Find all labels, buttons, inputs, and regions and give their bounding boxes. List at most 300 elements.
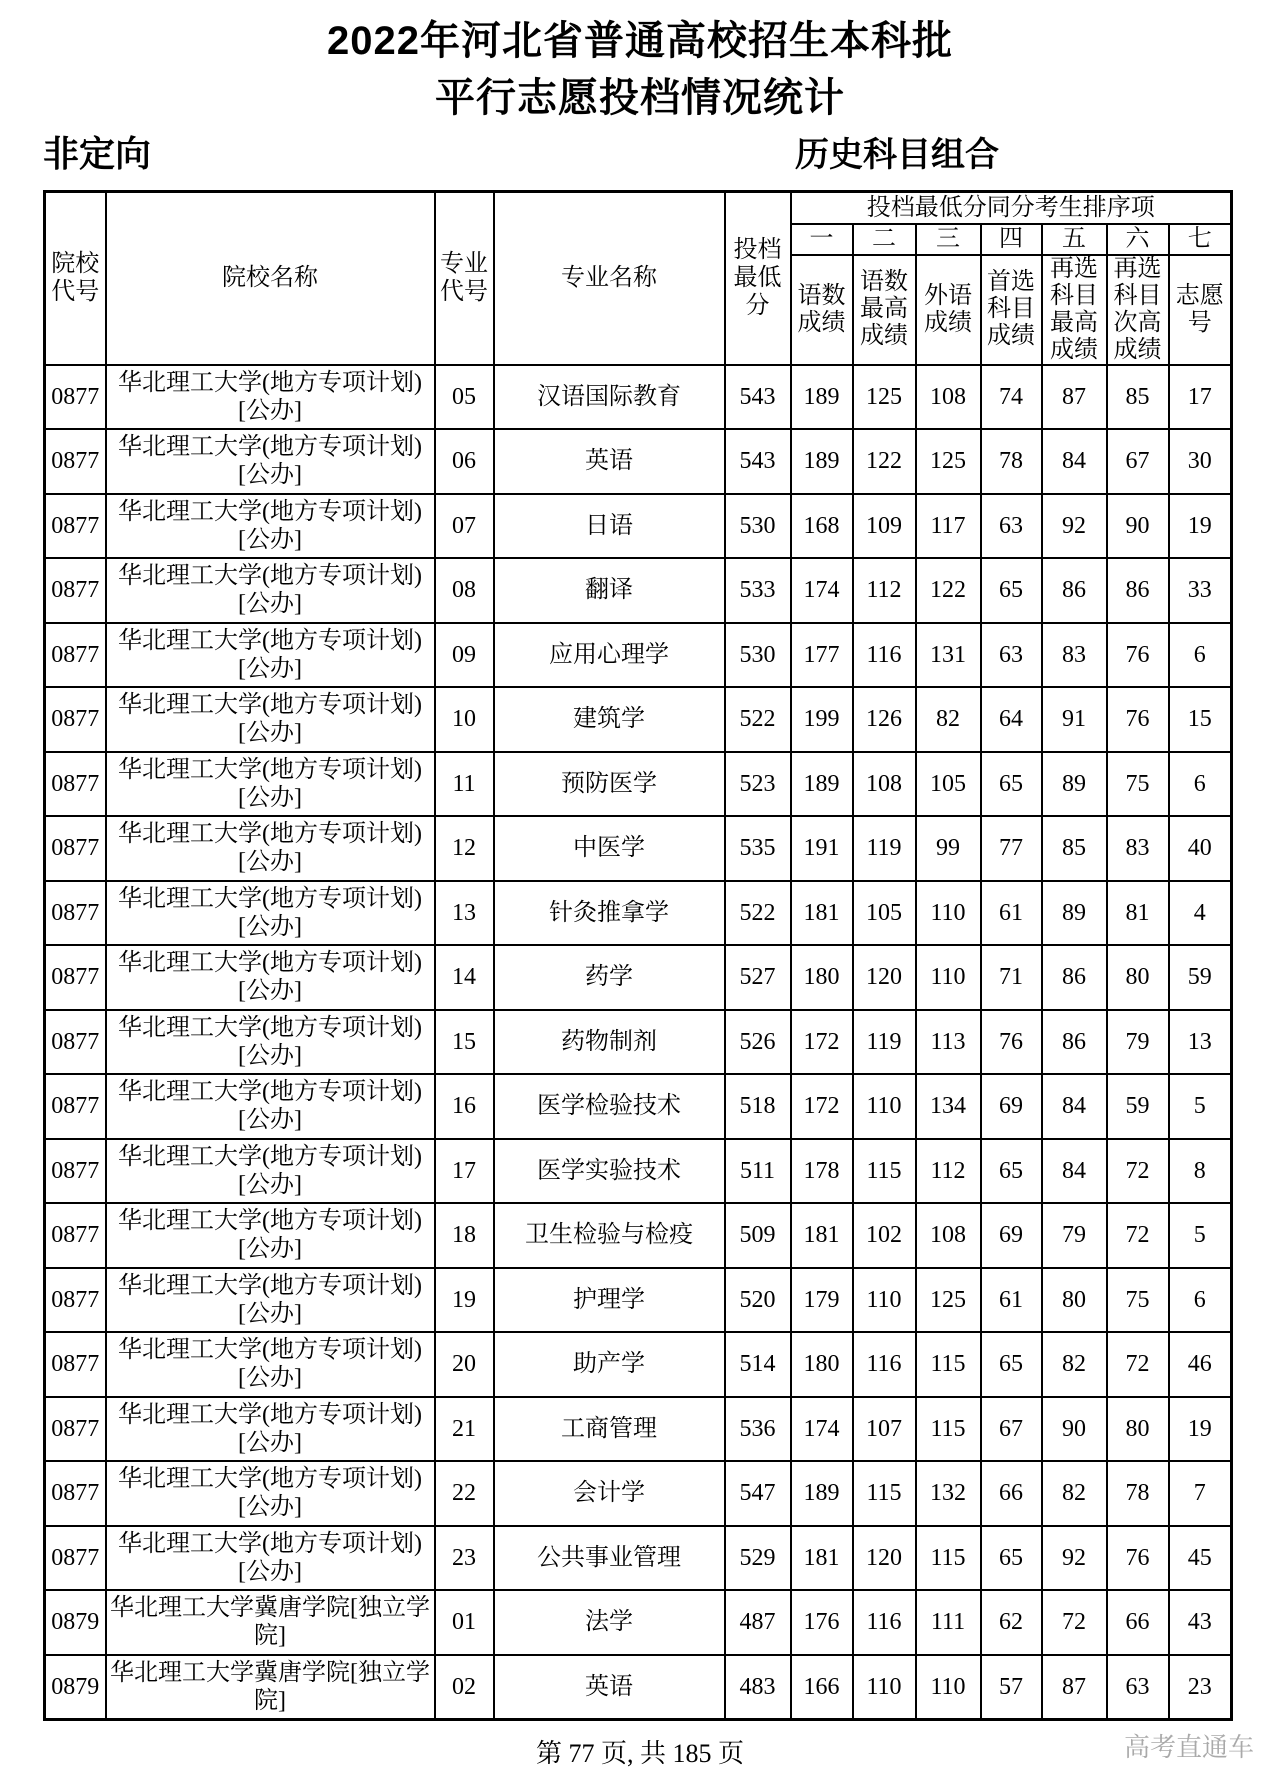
tiebreak-score-cell-3: 132 [916, 1461, 981, 1526]
major-code-cell: 07 [435, 494, 494, 559]
tiebreak-score-cell-1: 179 [791, 1268, 853, 1333]
college-name-cell: 华北理工大学(地方专项计划)[公办] [106, 1397, 435, 1462]
tiebreak-score-cell-3: 115 [916, 1397, 981, 1462]
tiebreak-number-header-5: 五 [1042, 224, 1107, 255]
tiebreak-score-cell-2: 110 [853, 1268, 916, 1333]
tiebreak-score-cell-7: 7 [1169, 1461, 1232, 1526]
tiebreak-label-header-6: 再选科目次高成绩 [1107, 255, 1169, 365]
page-title [0, 13, 1280, 127]
tiebreak-score-cell-2: 122 [853, 429, 916, 494]
college-name-header: 院校名称 [106, 192, 435, 365]
tiebreak-score-cell-4: 65 [981, 1332, 1042, 1397]
tiebreak-score-cell-6: 76 [1107, 1526, 1169, 1591]
major-name-cell: 应用心理学 [494, 623, 725, 688]
tiebreak-score-cell-1: 178 [791, 1139, 853, 1204]
college-code-cell: 0877 [45, 494, 106, 559]
tiebreak-score-cell-4: 61 [981, 1268, 1042, 1333]
tiebreak-score-cell-3: 111 [916, 1590, 981, 1655]
tiebreak-score-cell-4: 69 [981, 1074, 1042, 1139]
tiebreak-score-cell-2: 115 [853, 1139, 916, 1204]
tiebreak-score-cell-7: 33 [1169, 558, 1232, 623]
tiebreak-score-cell-1: 189 [791, 429, 853, 494]
college-code-cell: 0877 [45, 1074, 106, 1139]
tiebreak-score-cell-5: 87 [1042, 365, 1107, 430]
tiebreak-score-cell-1: 189 [791, 365, 853, 430]
tiebreak-score-cell-4: 67 [981, 1397, 1042, 1462]
tiebreak-score-cell-3: 99 [916, 816, 981, 881]
tiebreak-score-cell-2: 102 [853, 1203, 916, 1268]
college-name-cell: 华北理工大学(地方专项计划)[公办] [106, 687, 435, 752]
tiebreak-score-cell-5: 87 [1042, 1655, 1107, 1720]
tiebreak-number-header-1: 一 [791, 224, 853, 255]
college-code-cell: 0877 [45, 1139, 106, 1204]
major-name-cell: 护理学 [494, 1268, 725, 1333]
tiebreak-score-cell-1: 189 [791, 1461, 853, 1526]
min-score-cell: 523 [725, 752, 791, 817]
major-name-cell: 药学 [494, 945, 725, 1010]
table-row [45, 752, 1232, 817]
admission-table [43, 190, 1233, 1721]
tiebreak-score-cell-4: 76 [981, 1010, 1042, 1075]
table-row [45, 1074, 1232, 1139]
college-name-cell: 华北理工大学(地方专项计划)[公办] [106, 816, 435, 881]
tiebreak-score-cell-6: 76 [1107, 623, 1169, 688]
major-name-cell: 会计学 [494, 1461, 725, 1526]
tiebreak-score-cell-7: 19 [1169, 1397, 1232, 1462]
watermark: 高考直通车 [1123, 1732, 1254, 1762]
tiebreak-score-cell-4: 65 [981, 1139, 1042, 1204]
min-score-cell: 522 [725, 881, 791, 946]
table-row [45, 1203, 1232, 1268]
tiebreak-score-cell-1: 181 [791, 1526, 853, 1591]
college-name-cell: 华北理工大学(地方专项计划)[公办] [106, 1332, 435, 1397]
college-code-cell: 0877 [45, 1203, 106, 1268]
major-name-cell: 英语 [494, 429, 725, 494]
tiebreak-score-cell-2: 107 [853, 1397, 916, 1462]
tiebreak-score-cell-6: 75 [1107, 1268, 1169, 1333]
college-code-cell: 0879 [45, 1590, 106, 1655]
major-name-cell: 汉语国际教育 [494, 365, 725, 430]
major-code-cell: 21 [435, 1397, 494, 1462]
tiebreak-score-cell-2: 108 [853, 752, 916, 817]
tiebreak-score-cell-3: 122 [916, 558, 981, 623]
tiebreak-score-cell-2: 120 [853, 945, 916, 1010]
major-code-cell: 02 [435, 1655, 494, 1720]
major-name-cell: 针灸推拿学 [494, 881, 725, 946]
college-name-cell: 华北理工大学(地方专项计划)[公办] [106, 1139, 435, 1204]
tiebreak-score-cell-3: 110 [916, 881, 981, 946]
min-score-cell: 514 [725, 1332, 791, 1397]
tiebreak-score-cell-5: 82 [1042, 1332, 1107, 1397]
table-row [45, 1010, 1232, 1075]
min-score-cell: 535 [725, 816, 791, 881]
table-row [45, 365, 1232, 430]
major-code-cell: 20 [435, 1332, 494, 1397]
major-code-cell: 08 [435, 558, 494, 623]
tiebreak-score-cell-1: 172 [791, 1074, 853, 1139]
tiebreak-score-cell-4: 63 [981, 494, 1042, 559]
min-score-header: 投档最低分 [725, 192, 791, 365]
tiebreak-score-cell-2: 119 [853, 816, 916, 881]
college-code-cell: 0877 [45, 816, 106, 881]
tiebreak-score-cell-4: 65 [981, 1526, 1042, 1591]
tiebreak-number-header-4: 四 [981, 224, 1042, 255]
tiebreak-score-cell-7: 4 [1169, 881, 1232, 946]
tiebreak-score-cell-2: 105 [853, 881, 916, 946]
table-row [45, 881, 1232, 946]
table-row [45, 816, 1232, 881]
major-name-cell: 中医学 [494, 816, 725, 881]
tiebreak-score-cell-5: 89 [1042, 752, 1107, 817]
tiebreak-number-header-7: 七 [1169, 224, 1232, 255]
tiebreak-score-cell-2: 110 [853, 1074, 916, 1139]
min-score-cell: 483 [725, 1655, 791, 1720]
major-code-cell: 16 [435, 1074, 494, 1139]
table-row [45, 1139, 1232, 1204]
table-row [45, 945, 1232, 1010]
tiebreak-score-cell-5: 84 [1042, 429, 1107, 494]
college-name-cell: 华北理工大学(地方专项计划)[公办] [106, 752, 435, 817]
tiebreak-score-cell-2: 120 [853, 1526, 916, 1591]
tiebreak-score-cell-6: 75 [1107, 752, 1169, 817]
tiebreak-score-cell-3: 108 [916, 1203, 981, 1268]
tiebreak-score-cell-2: 110 [853, 1655, 916, 1720]
tiebreak-score-cell-5: 83 [1042, 623, 1107, 688]
tiebreak-score-cell-5: 79 [1042, 1203, 1107, 1268]
tiebreak-score-cell-7: 23 [1169, 1655, 1232, 1720]
table-row [45, 494, 1232, 559]
major-name-cell: 医学实验技术 [494, 1139, 725, 1204]
table-row [45, 429, 1232, 494]
tiebreak-score-cell-7: 6 [1169, 1268, 1232, 1333]
tiebreak-score-cell-6: 76 [1107, 687, 1169, 752]
college-name-cell: 华北理工大学(地方专项计划)[公办] [106, 1461, 435, 1526]
tiebreak-score-cell-6: 72 [1107, 1139, 1169, 1204]
tiebreak-score-cell-5: 84 [1042, 1074, 1107, 1139]
college-name-cell: 华北理工大学冀唐学院[独立学院] [106, 1590, 435, 1655]
college-code-cell: 0877 [45, 687, 106, 752]
college-code-cell: 0877 [45, 1526, 106, 1591]
tiebreak-score-cell-7: 17 [1169, 365, 1232, 430]
major-name-cell: 预防医学 [494, 752, 725, 817]
tiebreak-score-cell-4: 62 [981, 1590, 1042, 1655]
tiebreak-score-cell-2: 125 [853, 365, 916, 430]
college-code-cell: 0877 [45, 1332, 106, 1397]
tiebreak-score-cell-4: 65 [981, 752, 1042, 817]
tiebreak-number-header-2: 二 [853, 224, 916, 255]
tiebreak-score-cell-5: 92 [1042, 494, 1107, 559]
tiebreak-score-cell-4: 57 [981, 1655, 1042, 1720]
tiebreak-score-cell-3: 105 [916, 752, 981, 817]
college-name-cell: 华北理工大学(地方专项计划)[公办] [106, 1268, 435, 1333]
college-name-cell: 华北理工大学(地方专项计划)[公办] [106, 1203, 435, 1268]
tiebreak-score-cell-5: 92 [1042, 1526, 1107, 1591]
college-code-cell: 0877 [45, 1397, 106, 1462]
tiebreak-score-cell-3: 112 [916, 1139, 981, 1204]
tiebreak-score-cell-3: 115 [916, 1526, 981, 1591]
tiebreak-score-cell-1: 177 [791, 623, 853, 688]
table-row [45, 687, 1232, 752]
tiebreak-score-cell-3: 125 [916, 1268, 981, 1333]
major-name-cell: 工商管理 [494, 1397, 725, 1462]
major-name-cell: 助产学 [494, 1332, 725, 1397]
tiebreak-score-cell-5: 80 [1042, 1268, 1107, 1333]
min-score-cell: 520 [725, 1268, 791, 1333]
tiebreak-score-cell-1: 181 [791, 1203, 853, 1268]
min-score-cell: 533 [725, 558, 791, 623]
tiebreak-score-cell-7: 40 [1169, 816, 1232, 881]
major-code-cell: 22 [435, 1461, 494, 1526]
college-name-cell: 华北理工大学(地方专项计划)[公办] [106, 881, 435, 946]
table-row [45, 1461, 1232, 1526]
major-code-cell: 13 [435, 881, 494, 946]
major-code-cell: 17 [435, 1139, 494, 1204]
college-code-cell: 0877 [45, 752, 106, 817]
tiebreak-score-cell-3: 131 [916, 623, 981, 688]
tiebreak-score-cell-4: 74 [981, 365, 1042, 430]
tiebreak-score-cell-1: 174 [791, 1397, 853, 1462]
tiebreak-score-cell-3: 134 [916, 1074, 981, 1139]
tiebreak-score-cell-5: 72 [1042, 1590, 1107, 1655]
tiebreak-score-cell-4: 66 [981, 1461, 1042, 1526]
college-code-cell: 0877 [45, 558, 106, 623]
tiebreak-score-cell-2: 116 [853, 623, 916, 688]
major-code-cell: 14 [435, 945, 494, 1010]
tiebreak-score-cell-2: 116 [853, 1332, 916, 1397]
tiebreak-score-cell-7: 43 [1169, 1590, 1232, 1655]
college-code-cell: 0877 [45, 881, 106, 946]
tiebreak-score-cell-7: 15 [1169, 687, 1232, 752]
tiebreak-score-cell-7: 13 [1169, 1010, 1232, 1075]
major-name-cell: 卫生检验与检疫 [494, 1203, 725, 1268]
min-score-cell: 529 [725, 1526, 791, 1591]
college-name-cell: 华北理工大学(地方专项计划)[公办] [106, 1074, 435, 1139]
major-code-cell: 19 [435, 1268, 494, 1333]
tiebreak-score-cell-4: 64 [981, 687, 1042, 752]
tiebreak-score-cell-6: 63 [1107, 1655, 1169, 1720]
tiebreak-score-cell-7: 6 [1169, 752, 1232, 817]
college-name-cell: 华北理工大学(地方专项计划)[公办] [106, 623, 435, 688]
min-score-cell: 487 [725, 1590, 791, 1655]
tiebreak-score-cell-7: 5 [1169, 1203, 1232, 1268]
tiebreak-score-cell-6: 67 [1107, 429, 1169, 494]
tiebreak-label-header-3: 外语成绩 [916, 255, 981, 365]
table-row [45, 1526, 1232, 1591]
tiebreak-score-cell-3: 115 [916, 1332, 981, 1397]
tiebreak-score-cell-1: 191 [791, 816, 853, 881]
table-row [45, 1655, 1232, 1720]
tiebreak-score-cell-2: 119 [853, 1010, 916, 1075]
major-name-cell: 英语 [494, 1655, 725, 1720]
college-code-cell: 0877 [45, 1010, 106, 1075]
college-name-cell: 华北理工大学(地方专项计划)[公办] [106, 494, 435, 559]
tiebreak-score-cell-7: 8 [1169, 1139, 1232, 1204]
tiebreak-score-cell-6: 81 [1107, 881, 1169, 946]
tiebreak-score-cell-5: 86 [1042, 558, 1107, 623]
college-code-cell: 0877 [45, 365, 106, 430]
tiebreak-score-cell-7: 45 [1169, 1526, 1232, 1591]
tiebreak-score-cell-5: 84 [1042, 1139, 1107, 1204]
tiebreak-score-cell-2: 126 [853, 687, 916, 752]
tiebreak-score-cell-3: 117 [916, 494, 981, 559]
tiebreak-score-cell-1: 199 [791, 687, 853, 752]
tiebreak-score-cell-7: 30 [1169, 429, 1232, 494]
major-name-cell: 翻译 [494, 558, 725, 623]
tiebreak-score-cell-5: 89 [1042, 881, 1107, 946]
title-line-2: 平行志愿投档情况统计 [435, 76, 845, 120]
tiebreak-score-cell-6: 72 [1107, 1203, 1169, 1268]
tiebreak-score-cell-6: 80 [1107, 945, 1169, 1010]
major-name-cell: 药物制剂 [494, 1010, 725, 1075]
title-line-1: 2022年河北省普通高校招生本科批 [327, 19, 953, 63]
tiebreak-score-cell-5: 85 [1042, 816, 1107, 881]
tiebreak-number-header-3: 三 [916, 224, 981, 255]
tiebreak-score-cell-6: 90 [1107, 494, 1169, 559]
table-row [45, 1268, 1232, 1333]
major-name-cell: 公共事业管理 [494, 1526, 725, 1591]
tiebreak-score-cell-2: 115 [853, 1461, 916, 1526]
min-score-cell: 530 [725, 494, 791, 559]
tiebreak-score-cell-6: 86 [1107, 558, 1169, 623]
college-name-cell: 华北理工大学(地方专项计划)[公办] [106, 429, 435, 494]
tiebreak-score-cell-3: 125 [916, 429, 981, 494]
min-score-cell: 522 [725, 687, 791, 752]
major-name-cell: 医学检验技术 [494, 1074, 725, 1139]
tiebreak-score-cell-4: 78 [981, 429, 1042, 494]
tiebreak-number-header-6: 六 [1107, 224, 1169, 255]
tiebreak-label-header-4: 首选科目成绩 [981, 255, 1042, 365]
tiebreak-score-cell-5: 91 [1042, 687, 1107, 752]
college-code-header: 院校代号 [45, 192, 106, 365]
tiebreak-score-cell-1: 181 [791, 881, 853, 946]
tiebreak-score-cell-3: 113 [916, 1010, 981, 1075]
tiebreak-score-cell-6: 83 [1107, 816, 1169, 881]
min-score-cell: 547 [725, 1461, 791, 1526]
major-code-cell: 05 [435, 365, 494, 430]
subject-combo-label: 历史科目组合 [795, 136, 999, 174]
table-row [45, 1397, 1232, 1462]
tiebreak-score-cell-7: 59 [1169, 945, 1232, 1010]
college-name-cell: 华北理工大学(地方专项计划)[公办] [106, 365, 435, 430]
college-code-cell: 0877 [45, 1268, 106, 1333]
tiebreak-score-cell-6: 78 [1107, 1461, 1169, 1526]
min-score-cell: 518 [725, 1074, 791, 1139]
major-name-cell: 法学 [494, 1590, 725, 1655]
major-name-cell: 建筑学 [494, 687, 725, 752]
tiebreak-score-cell-7: 5 [1169, 1074, 1232, 1139]
tiebreak-score-cell-4: 63 [981, 623, 1042, 688]
tiebreak-score-cell-4: 77 [981, 816, 1042, 881]
tiebreak-score-cell-5: 82 [1042, 1461, 1107, 1526]
tiebreak-score-cell-4: 69 [981, 1203, 1042, 1268]
college-code-cell: 0879 [45, 1655, 106, 1720]
college-name-cell: 华北理工大学(地方专项计划)[公办] [106, 945, 435, 1010]
min-score-cell: 509 [725, 1203, 791, 1268]
tiebreak-score-cell-5: 86 [1042, 945, 1107, 1010]
major-code-cell: 18 [435, 1203, 494, 1268]
major-code-header: 专业代号 [435, 192, 494, 365]
plan-type-label: 非定向 [43, 133, 152, 174]
tiebreak-score-cell-1: 189 [791, 752, 853, 817]
college-name-cell: 华北理工大学(地方专项计划)[公办] [106, 1010, 435, 1075]
major-code-cell: 06 [435, 429, 494, 494]
min-score-cell: 530 [725, 623, 791, 688]
tiebreak-score-cell-3: 110 [916, 945, 981, 1010]
major-code-cell: 15 [435, 1010, 494, 1075]
tiebreak-score-cell-4: 61 [981, 881, 1042, 946]
min-score-cell: 526 [725, 1010, 791, 1075]
tiebreak-label-header-5: 再选科目最高成绩 [1042, 255, 1107, 365]
tiebreak-score-cell-2: 112 [853, 558, 916, 623]
tiebreak-score-cell-3: 82 [916, 687, 981, 752]
major-code-cell: 09 [435, 623, 494, 688]
tiebreak-score-cell-6: 59 [1107, 1074, 1169, 1139]
tiebreak-label-header-1: 语数成绩 [791, 255, 853, 365]
tiebreak-score-cell-6: 66 [1107, 1590, 1169, 1655]
major-code-cell: 23 [435, 1526, 494, 1591]
min-score-cell: 543 [725, 429, 791, 494]
college-name-cell: 华北理工大学(地方专项计划)[公办] [106, 1526, 435, 1591]
page-number: 第 77 页, 共 185 页 [535, 1739, 744, 1768]
tiebreak-score-cell-1: 176 [791, 1590, 853, 1655]
college-name-cell: 华北理工大学(地方专项计划)[公办] [106, 558, 435, 623]
tiebreak-label-header-7: 志愿号 [1169, 255, 1232, 365]
tiebreak-score-cell-4: 71 [981, 945, 1042, 1010]
major-code-cell: 12 [435, 816, 494, 881]
tiebreak-score-cell-4: 65 [981, 558, 1042, 623]
table-row [45, 1590, 1232, 1655]
tiebreak-group-header: 投档最低分同分考生排序项 [791, 192, 1232, 224]
major-code-cell: 11 [435, 752, 494, 817]
tiebreak-score-cell-2: 109 [853, 494, 916, 559]
tiebreak-score-cell-1: 168 [791, 494, 853, 559]
college-name-cell: 华北理工大学冀唐学院[独立学院] [106, 1655, 435, 1720]
tiebreak-score-cell-3: 108 [916, 365, 981, 430]
tiebreak-score-cell-5: 90 [1042, 1397, 1107, 1462]
major-code-cell: 10 [435, 687, 494, 752]
college-code-cell: 0877 [45, 945, 106, 1010]
college-code-cell: 0877 [45, 429, 106, 494]
table-row [45, 623, 1232, 688]
min-score-cell: 527 [725, 945, 791, 1010]
table-row [45, 1332, 1232, 1397]
tiebreak-score-cell-7: 6 [1169, 623, 1232, 688]
tiebreak-score-cell-6: 85 [1107, 365, 1169, 430]
major-name-header: 专业名称 [494, 192, 725, 365]
tiebreak-score-cell-3: 110 [916, 1655, 981, 1720]
college-code-cell: 0877 [45, 1461, 106, 1526]
major-code-cell: 01 [435, 1590, 494, 1655]
min-score-cell: 543 [725, 365, 791, 430]
min-score-cell: 536 [725, 1397, 791, 1462]
college-code-cell: 0877 [45, 623, 106, 688]
tiebreak-score-cell-1: 174 [791, 558, 853, 623]
tiebreak-score-cell-1: 172 [791, 1010, 853, 1075]
tiebreak-score-cell-7: 19 [1169, 494, 1232, 559]
tiebreak-score-cell-1: 180 [791, 945, 853, 1010]
tiebreak-score-cell-6: 72 [1107, 1332, 1169, 1397]
tiebreak-score-cell-6: 79 [1107, 1010, 1169, 1075]
tiebreak-score-cell-1: 166 [791, 1655, 853, 1720]
tiebreak-label-header-2: 语数最高成绩 [853, 255, 916, 365]
min-score-cell: 511 [725, 1139, 791, 1204]
tiebreak-score-cell-5: 86 [1042, 1010, 1107, 1075]
major-name-cell: 日语 [494, 494, 725, 559]
table-row [45, 558, 1232, 623]
tiebreak-score-cell-7: 46 [1169, 1332, 1232, 1397]
tiebreak-score-cell-6: 80 [1107, 1397, 1169, 1462]
tiebreak-score-cell-1: 180 [791, 1332, 853, 1397]
